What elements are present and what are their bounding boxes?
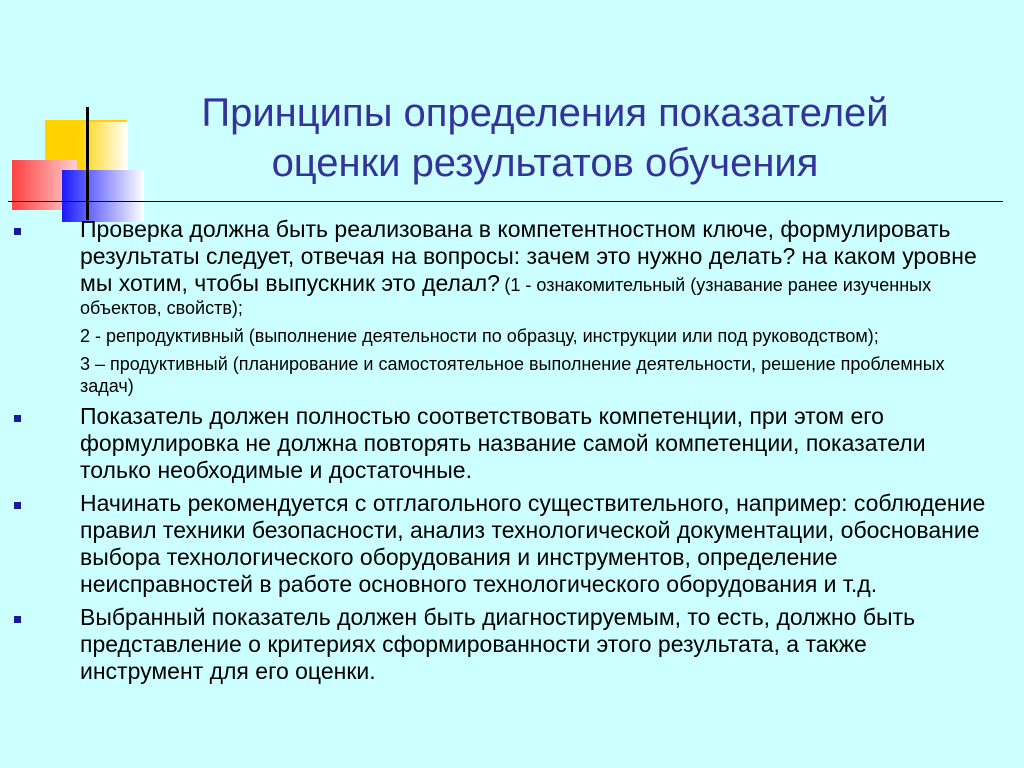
bullet-item [0,403,1024,484]
bullet-item [0,216,1024,397]
bullet-sub-line: 2 - репродуктивный (выполнение деятельности по образцу, инструкции или под руководством); [80,326,879,346]
bullet-text: Показатель должен полностью соответствовать компетенции, при этом его формулировка не должна повторять название самой компетенции, показатели только необходимые и достаточные. [80,403,926,483]
bullet-text: Выбранный показатель должен быть диагностируемым, то есть, должно быть представление о критериях сформированности этого результата, а также инструмент для его оценки. [80,604,916,684]
bullet-square-icon [14,228,21,235]
title-divider [8,201,1003,202]
title-line-2: оценки результатов обучения [271,141,819,185]
title-line-1: Принципы определения показателей [201,91,889,135]
decor-vertical-line [86,107,89,220]
bullet-sub-inline: (1 - ознакомительный (узнавание ранее изученных объектов, свойств); [80,275,932,318]
bullet-sub-line: 3 – продуктивный (планирование и самостоятельное выполнение деятельности, решение проблемных задач) [80,354,945,396]
decor-blue-square [62,170,144,222]
bullet-square-icon [14,616,21,623]
bullet-item [0,490,1024,598]
slide-title [135,88,955,188]
bullet-square-icon [14,502,21,509]
bullet-item [0,604,1024,685]
slide-body [0,216,1024,768]
bullet-text: Начинать рекомендуется с отглагольного существительного, например: соблюдение правил техники безопасности, анализ технологической документации, обоснование выбора технологического оборудования и инструментов, определение неисправностей в работе основного технологического оборудования и т.д. [80,490,986,597]
bullet-square-icon [14,415,21,422]
bullet-text: Проверка должна быть реализована в компетентностном ключе, формулировать результаты следует, отвечая на вопросы: зачем это нужно делать? на каком уровне мы хотим, чтобы выпускник это делал? [80,216,977,296]
